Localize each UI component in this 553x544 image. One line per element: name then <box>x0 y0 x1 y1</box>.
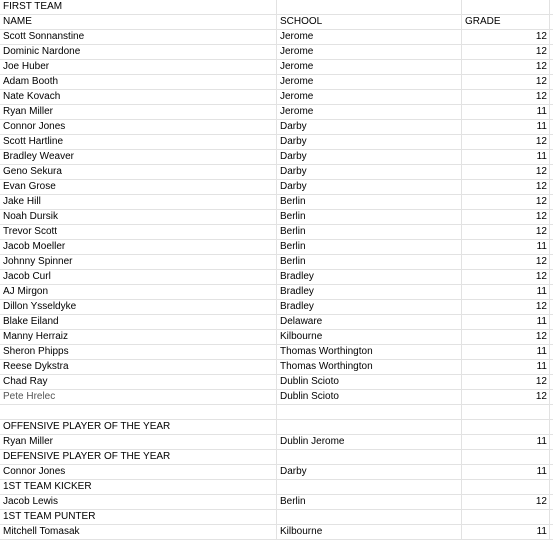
player-school[interactable]: Jerome <box>277 105 462 119</box>
player-grade[interactable]: 11 <box>462 120 550 134</box>
player-grade[interactable]: 12 <box>462 255 550 269</box>
player-grade[interactable]: 12 <box>462 375 550 389</box>
table-row <box>0 285 553 300</box>
empty-cell[interactable] <box>462 450 550 464</box>
player-name[interactable]: Ryan Miller <box>0 105 277 119</box>
award-player-grade[interactable]: 11 <box>462 435 550 449</box>
blank-row <box>0 405 553 420</box>
player-grade[interactable]: 12 <box>462 270 550 284</box>
table-row <box>0 135 553 150</box>
player-school[interactable]: Berlin <box>277 240 462 254</box>
player-school[interactable]: Kilbourne <box>277 330 462 344</box>
award-winner-row <box>0 495 553 510</box>
award-title-row <box>0 480 553 495</box>
player-name[interactable]: Johnny Spinner <box>0 255 277 269</box>
player-name[interactable]: Geno Sekura <box>0 165 277 179</box>
player-name[interactable]: Adam Booth <box>0 75 277 89</box>
player-school[interactable]: Darby <box>277 150 462 164</box>
table-row <box>0 195 553 210</box>
table-row <box>0 75 553 90</box>
empty-cell[interactable] <box>277 0 462 14</box>
player-name[interactable]: Reese Dykstra <box>0 360 277 374</box>
table-row <box>0 180 553 195</box>
award-winner-row <box>0 465 553 480</box>
table-row <box>0 105 553 120</box>
player-grade[interactable]: 11 <box>462 360 550 374</box>
player-name[interactable]: Nate Kovach <box>0 90 277 104</box>
empty-cell[interactable] <box>462 480 550 494</box>
player-grade[interactable]: 12 <box>462 180 550 194</box>
player-grade[interactable]: 12 <box>462 30 550 44</box>
empty-cell[interactable] <box>277 450 462 464</box>
empty-cell[interactable] <box>277 420 462 434</box>
player-name[interactable]: Evan Grose <box>0 180 277 194</box>
empty-cell[interactable] <box>277 480 462 494</box>
sheet-title[interactable]: FIRST TEAM <box>0 0 277 14</box>
player-school[interactable]: Jerome <box>277 75 462 89</box>
award-title-row <box>0 510 553 525</box>
player-school[interactable]: Jerome <box>277 30 462 44</box>
empty-cell[interactable] <box>277 405 462 419</box>
table-row <box>0 300 553 315</box>
award-title[interactable]: 1ST TEAM PUNTER <box>0 510 277 524</box>
table-row <box>0 150 553 165</box>
player-name[interactable]: Jake Hill <box>0 195 277 209</box>
player-school[interactable]: Jerome <box>277 45 462 59</box>
table-row <box>0 60 553 75</box>
award-player-school[interactable]: Dublin Jerome <box>277 435 462 449</box>
player-grade[interactable]: 11 <box>462 285 550 299</box>
player-grade[interactable]: 12 <box>462 75 550 89</box>
player-name[interactable]: Sheron Phipps <box>0 345 277 359</box>
award-title[interactable]: OFFENSIVE PLAYER OF THE YEAR <box>0 420 277 434</box>
player-name[interactable]: Dominic Nardone <box>0 45 277 59</box>
table-row <box>0 330 553 345</box>
player-name[interactable]: Scott Hartline <box>0 135 277 149</box>
player-name[interactable]: Jacob Moeller <box>0 240 277 254</box>
player-school[interactable]: Dublin Scioto <box>277 390 462 404</box>
award-title[interactable]: DEFENSIVE PLAYER OF THE YEAR <box>0 450 277 464</box>
award-title-row <box>0 420 553 435</box>
empty-cell[interactable] <box>462 510 550 524</box>
player-school[interactable]: Bradley <box>277 300 462 314</box>
table-row <box>0 30 553 45</box>
player-school[interactable]: Darby <box>277 180 462 194</box>
player-school[interactable]: Berlin <box>277 225 462 239</box>
table-row <box>0 390 553 405</box>
player-name[interactable]: Trevor Scott <box>0 225 277 239</box>
player-grade[interactable]: 12 <box>462 165 550 179</box>
award-player-grade[interactable]: 11 <box>462 465 550 479</box>
player-name[interactable]: Jacob Curl <box>0 270 277 284</box>
empty-cell[interactable] <box>462 0 550 14</box>
header-row <box>0 15 553 30</box>
table-row <box>0 315 553 330</box>
player-name[interactable]: Noah Dursik <box>0 210 277 224</box>
player-school[interactable]: Bradley <box>277 285 462 299</box>
table-row <box>0 90 553 105</box>
player-school[interactable]: Berlin <box>277 255 462 269</box>
player-name[interactable]: Chad Ray <box>0 375 277 389</box>
player-name[interactable]: Pete Hrelec <box>0 390 277 404</box>
player-grade[interactable]: 12 <box>462 195 550 209</box>
table-row <box>0 255 553 270</box>
table-row <box>0 270 553 285</box>
player-name[interactable]: AJ Mirgon <box>0 285 277 299</box>
empty-cell[interactable] <box>277 510 462 524</box>
empty-cell[interactable] <box>462 405 550 419</box>
header-grade[interactable]: GRADE <box>462 15 550 29</box>
player-name[interactable]: Bradley Weaver <box>0 150 277 164</box>
player-school[interactable]: Dublin Scioto <box>277 375 462 389</box>
player-school[interactable]: Delaware <box>277 315 462 329</box>
empty-cell[interactable] <box>0 405 277 419</box>
player-school[interactable]: Jerome <box>277 60 462 74</box>
award-player-grade[interactable]: 12 <box>462 495 550 509</box>
table-row <box>0 375 553 390</box>
award-winner-row <box>0 435 553 450</box>
player-name[interactable]: Scott Sonnanstine <box>0 30 277 44</box>
player-name[interactable]: Manny Herraiz <box>0 330 277 344</box>
award-player-school[interactable]: Berlin <box>277 495 462 509</box>
table-row <box>0 345 553 360</box>
player-grade[interactable]: 12 <box>462 210 550 224</box>
player-name[interactable]: Dillon Ysseldyke <box>0 300 277 314</box>
player-name[interactable]: Joe Huber <box>0 60 277 74</box>
player-school[interactable]: Berlin <box>277 210 462 224</box>
player-school[interactable]: Darby <box>277 120 462 134</box>
award-winner-row <box>0 525 553 540</box>
table-row <box>0 165 553 180</box>
award-player-name[interactable]: Jacob Lewis <box>0 495 277 509</box>
header-name[interactable]: NAME <box>0 15 277 29</box>
table-row <box>0 210 553 225</box>
player-grade[interactable]: 11 <box>462 240 550 254</box>
header-school[interactable]: SCHOOL <box>277 15 462 29</box>
table-row <box>0 120 553 135</box>
player-grade[interactable]: 12 <box>462 90 550 104</box>
player-grade[interactable]: 12 <box>462 300 550 314</box>
table-row <box>0 225 553 240</box>
player-grade[interactable]: 12 <box>462 60 550 74</box>
player-grade[interactable]: 12 <box>462 45 550 59</box>
player-school[interactable]: Thomas Worthington <box>277 360 462 374</box>
player-school[interactable]: Bradley <box>277 270 462 284</box>
player-name[interactable]: Connor Jones <box>0 120 277 134</box>
player-school[interactable]: Thomas Worthington <box>277 345 462 359</box>
player-grade[interactable]: 12 <box>462 390 550 404</box>
player-grade[interactable]: 12 <box>462 330 550 344</box>
award-player-name[interactable]: Connor Jones <box>0 465 277 479</box>
player-grade[interactable]: 12 <box>462 225 550 239</box>
award-player-name[interactable]: Mitchell Tomasak <box>0 525 277 539</box>
player-grade[interactable]: 11 <box>462 345 550 359</box>
award-title[interactable]: 1ST TEAM KICKER <box>0 480 277 494</box>
award-player-school[interactable]: Darby <box>277 465 462 479</box>
award-player-school[interactable]: Kilbourne <box>277 525 462 539</box>
player-name[interactable]: Blake Eiland <box>0 315 277 329</box>
player-school[interactable]: Darby <box>277 165 462 179</box>
award-player-name[interactable]: Ryan Miller <box>0 435 277 449</box>
award-player-grade[interactable]: 11 <box>462 525 550 539</box>
player-grade[interactable]: 11 <box>462 315 550 329</box>
table-row <box>0 45 553 60</box>
player-grade[interactable]: 11 <box>462 150 550 164</box>
player-school[interactable]: Darby <box>277 135 462 149</box>
empty-cell[interactable] <box>462 420 550 434</box>
table-row <box>0 360 553 375</box>
award-title-row <box>0 450 553 465</box>
table-row <box>0 240 553 255</box>
player-grade[interactable]: 11 <box>462 105 550 119</box>
player-grade[interactable]: 12 <box>462 135 550 149</box>
player-school[interactable]: Berlin <box>277 195 462 209</box>
player-school[interactable]: Jerome <box>277 90 462 104</box>
title-row <box>0 0 553 15</box>
